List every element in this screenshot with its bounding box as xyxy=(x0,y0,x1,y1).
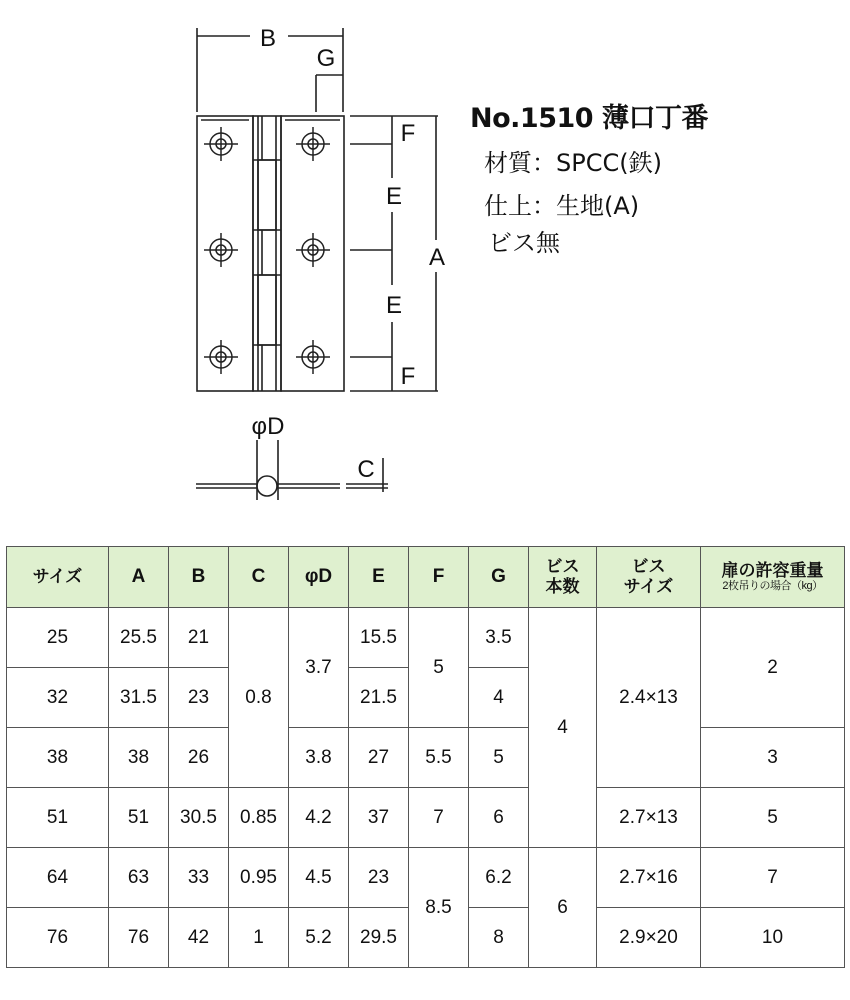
cell-b: 30.5 xyxy=(169,788,229,848)
cell-size: 64 xyxy=(7,848,109,908)
dim-label-f-top: F xyxy=(400,120,416,147)
cell-size: 76 xyxy=(7,908,109,968)
header-screw-size xyxy=(597,547,701,608)
cell-screw-size: 2.4×13 xyxy=(597,608,701,788)
dim-label-e-lower: E xyxy=(385,292,403,319)
cell-screw-count: 6 xyxy=(529,848,597,968)
cell-g: 3.5 xyxy=(469,608,529,668)
dim-label-g: G xyxy=(316,45,336,72)
cell-load: 7 xyxy=(701,848,845,908)
cell-a: 25.5 xyxy=(109,608,169,668)
cell-c: 0.95 xyxy=(229,848,289,908)
cell-load: 2 xyxy=(701,608,845,728)
cell-b: 33 xyxy=(169,848,229,908)
cell-c: 0.85 xyxy=(229,788,289,848)
cell-load: 5 xyxy=(701,788,845,848)
cell-g: 5 xyxy=(469,728,529,788)
product-title: No.1510 薄口丁番 xyxy=(470,103,708,134)
cell-b: 23 xyxy=(169,668,229,728)
header-f: F xyxy=(409,547,469,608)
header-size: サイズ xyxy=(7,547,109,608)
header-screw-count xyxy=(529,547,597,608)
cell-e: 29.5 xyxy=(349,908,409,968)
dim-label-f-bottom: F xyxy=(400,363,416,390)
material-text: 材質：SPCC(鉄) xyxy=(484,149,662,177)
cell-c: 0.8 xyxy=(229,608,289,788)
header-screw-size-line2: サイズ xyxy=(623,577,674,596)
finish-text: 仕上：生地(A) xyxy=(484,192,640,220)
header-a: A xyxy=(109,547,169,608)
header-b: B xyxy=(169,547,229,608)
header-load-line2: 2枚吊りの場合（kg） xyxy=(722,580,823,593)
cell-g: 6 xyxy=(469,788,529,848)
table-header-row xyxy=(7,547,845,608)
cell-b: 26 xyxy=(169,728,229,788)
table-row xyxy=(7,728,845,788)
cell-g: 6.2 xyxy=(469,848,529,908)
header-e: E xyxy=(349,547,409,608)
cell-f: 8.5 xyxy=(409,848,469,968)
cell-c: 1 xyxy=(229,908,289,968)
cell-f: 7 xyxy=(409,788,469,848)
header-phi-d: φD xyxy=(289,547,349,608)
header-load-line1: 扉の許容重量 xyxy=(721,560,824,580)
cell-phi-d: 3.8 xyxy=(289,728,349,788)
table-row xyxy=(7,788,845,848)
cell-e: 27 xyxy=(349,728,409,788)
table-row xyxy=(7,848,845,908)
cell-size: 51 xyxy=(7,788,109,848)
header-screw-count-line1: ビス xyxy=(545,557,580,577)
cell-load: 10 xyxy=(701,908,845,968)
cell-a: 31.5 xyxy=(109,668,169,728)
product-spec xyxy=(470,96,708,258)
cell-f: 5.5 xyxy=(409,728,469,788)
cell-screw-size: 2.7×13 xyxy=(597,788,701,848)
screw-note: ビス無 xyxy=(488,229,560,257)
header-screw-count-line2: 本数 xyxy=(545,577,580,596)
cell-screw-size: 2.7×16 xyxy=(597,848,701,908)
table-row xyxy=(7,608,845,668)
cell-e: 21.5 xyxy=(349,668,409,728)
dim-label-b: B xyxy=(259,25,277,52)
cell-a: 51 xyxy=(109,788,169,848)
cell-b: 21 xyxy=(169,608,229,668)
dim-label-a: A xyxy=(428,244,446,271)
cell-g: 8 xyxy=(469,908,529,968)
dim-label-e-upper: E xyxy=(385,183,403,210)
cell-a: 76 xyxy=(109,908,169,968)
cell-phi-d: 4.5 xyxy=(289,848,349,908)
cell-g: 4 xyxy=(469,668,529,728)
cell-e: 37 xyxy=(349,788,409,848)
header-screw-size-line1: ビス xyxy=(631,557,666,577)
cell-f: 5 xyxy=(409,608,469,728)
cell-a: 63 xyxy=(109,848,169,908)
cell-b: 42 xyxy=(169,908,229,968)
cell-size: 32 xyxy=(7,668,109,728)
cell-screw-size: 2.9×20 xyxy=(597,908,701,968)
cell-screw-count: 4 xyxy=(529,608,597,848)
size-table xyxy=(6,546,845,968)
header-g: G xyxy=(469,547,529,608)
cell-e: 23 xyxy=(349,848,409,908)
header-load xyxy=(701,547,845,608)
dim-label-c: C xyxy=(357,456,375,483)
cell-size: 38 xyxy=(7,728,109,788)
cell-phi-d: 5.2 xyxy=(289,908,349,968)
cell-e: 15.5 xyxy=(349,608,409,668)
header-c: C xyxy=(229,547,289,608)
cell-load: 3 xyxy=(701,728,845,788)
cell-size: 25 xyxy=(7,608,109,668)
dim-label-phi-d: φD xyxy=(251,413,285,440)
cell-phi-d: 4.2 xyxy=(289,788,349,848)
cell-phi-d: 3.7 xyxy=(289,608,349,728)
cell-a: 38 xyxy=(109,728,169,788)
